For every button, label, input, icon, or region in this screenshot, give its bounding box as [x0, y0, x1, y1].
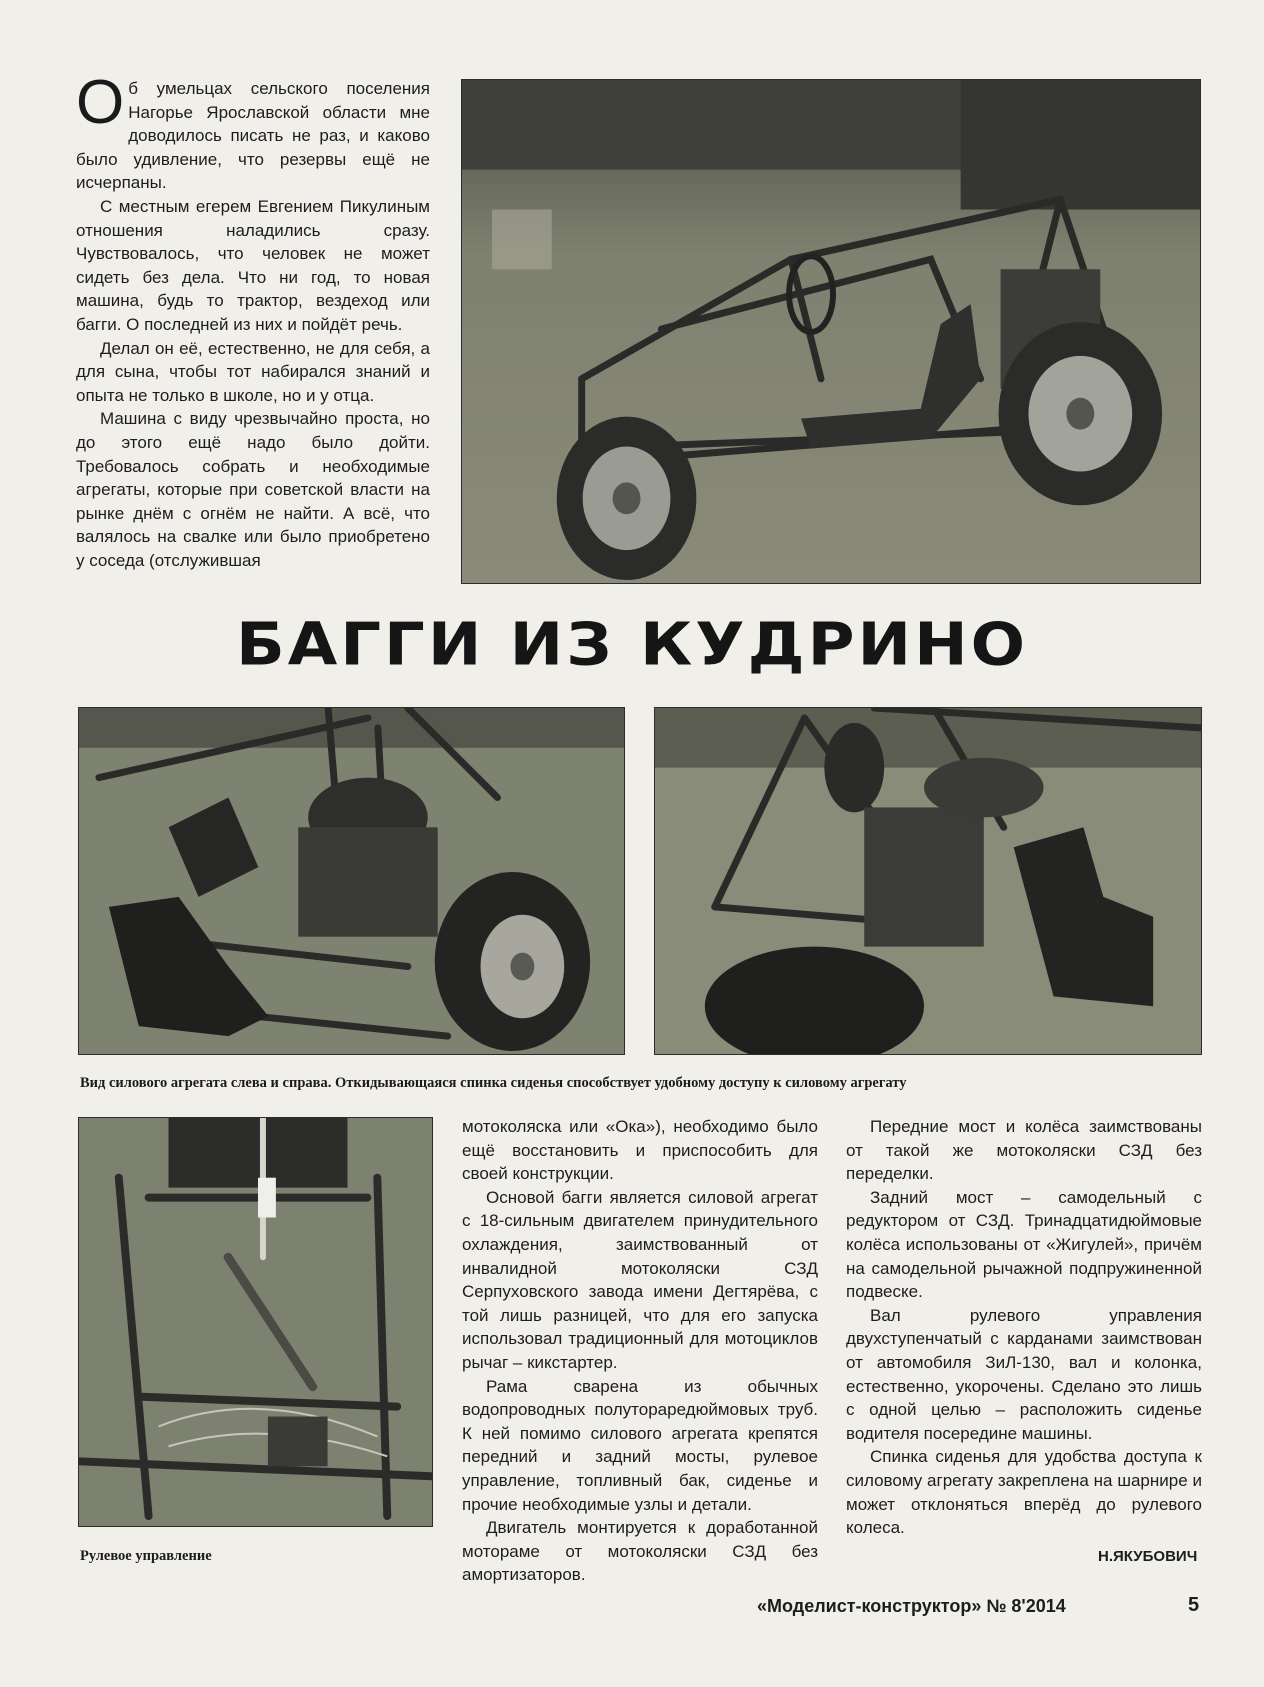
engine-views-caption: Вид силового агрегата слева и справа. Откидывающаяся спинка сиденья способствует удобному доступу к силовому агрегату — [80, 1075, 907, 1091]
engine-right-illustration — [655, 708, 1201, 1054]
steering-photo — [78, 1117, 433, 1527]
intro-column — [76, 68, 430, 572]
engine-left-photo — [78, 707, 625, 1055]
intro-paragraph-2: С местным егерем Евгением Пикулиным отношения наладились сразу. Чувствовалось, что человек не может сидеть без дела. Что ни год, то новая машина, будь то трактор, вездеход или багги. О последней из них и пойдёт речь. — [76, 196, 430, 334]
intro-paragraph-3: Делал он её, естественно, не для себя, а для сына, чтобы тот набирался знаний и опыта не только в школе, но и у отца. — [76, 338, 430, 405]
body2-paragraph-1: мотоколяска или «Ока»), необходимо было ещё восстановить и приспособить для своей конструкции. — [462, 1117, 818, 1184]
body3-paragraph-4: Спинка сиденья для удобства доступа к силовому агрегату закреплена на шарнире и может отклоняться вперёд до рулевого колеса. — [846, 1447, 1202, 1538]
body-column-3 — [846, 1115, 1202, 1540]
magazine-footer: «Моделист-конструктор» № 8'2014 — [757, 1596, 1066, 1616]
body3-paragraph-2: Задний мост – самодельный с редуктором от СЗД. Тринадцатидюймовые колёса использованы от «Жигулей», причём на самодельной рычажной подпружиненной подвеске. — [846, 1187, 1202, 1302]
engine-left-illustration — [79, 708, 624, 1054]
body2-paragraph-2: Основой багги является силовой агрегат с 18-сильным двигателем принудительного охлаждения, заимствованный от инвалидной мотоколяски СЗД Серпуховского завода имени Дегтярёва, с той лишь разницей, что для его запуска использовал традиционный для мотоциклов рычаг – кикстартер. — [462, 1187, 818, 1372]
buggy-main-illustration — [462, 80, 1200, 583]
body-column-2 — [462, 1115, 818, 1587]
drop-cap: О — [76, 68, 125, 137]
engine-right-photo — [654, 707, 1202, 1055]
article-author: Н.ЯКУБОВИЧ — [1098, 1548, 1198, 1565]
article-title: БАГГИ ИЗ КУДРИНО — [235, 610, 1029, 680]
body3-paragraph-1: Передние мост и колёса заимствованы от такой же мотоколяски СЗД без переделки. — [846, 1117, 1202, 1184]
page-number: 5 — [1188, 1594, 1200, 1616]
intro-paragraph-4: Машина с виду чрезвычайно проста, но до этого ещё надо было дойти. Требовалось собрать и необходимые агрегаты, которые при советской власти на рынке днём с огнём не найти. А всё, что валялось на свалке или было приобретено у соседа (отслужившая — [76, 409, 430, 570]
intro-paragraph-1-text: б умельцах сельского поселения Нагорье Ярославской области мне доводилось писать не раз, и каково было удивление, что резервы ещё не исчерпаны. — [76, 79, 430, 193]
body2-paragraph-3: Рама сварена из обычных водопроводных полутораредюймовых труб. К ней помимо силового агрегата крепятся передний и задний мосты, рулевое управление, топливный бак, сиденье и прочие необходимые узлы и детали. — [462, 1376, 818, 1514]
steering-illustration — [79, 1118, 432, 1526]
body3-paragraph-3: Вал рулевого управления двухступенчатый с карданами заимствован от автомобиля ЗиЛ-130, вал и колонка, естественно, укорочены. Сделано это лишь с одной целью – расположить сиденье водителя посередине машины. — [846, 1305, 1202, 1443]
steering-caption: Рулевое управление — [80, 1548, 212, 1564]
buggy-main-photo — [461, 79, 1201, 584]
intro-paragraph-1 — [76, 68, 430, 195]
body2-paragraph-4: Двигатель монтируется к доработанной мотораме от мотоколяски СЗД без амортизаторов. — [462, 1518, 818, 1585]
